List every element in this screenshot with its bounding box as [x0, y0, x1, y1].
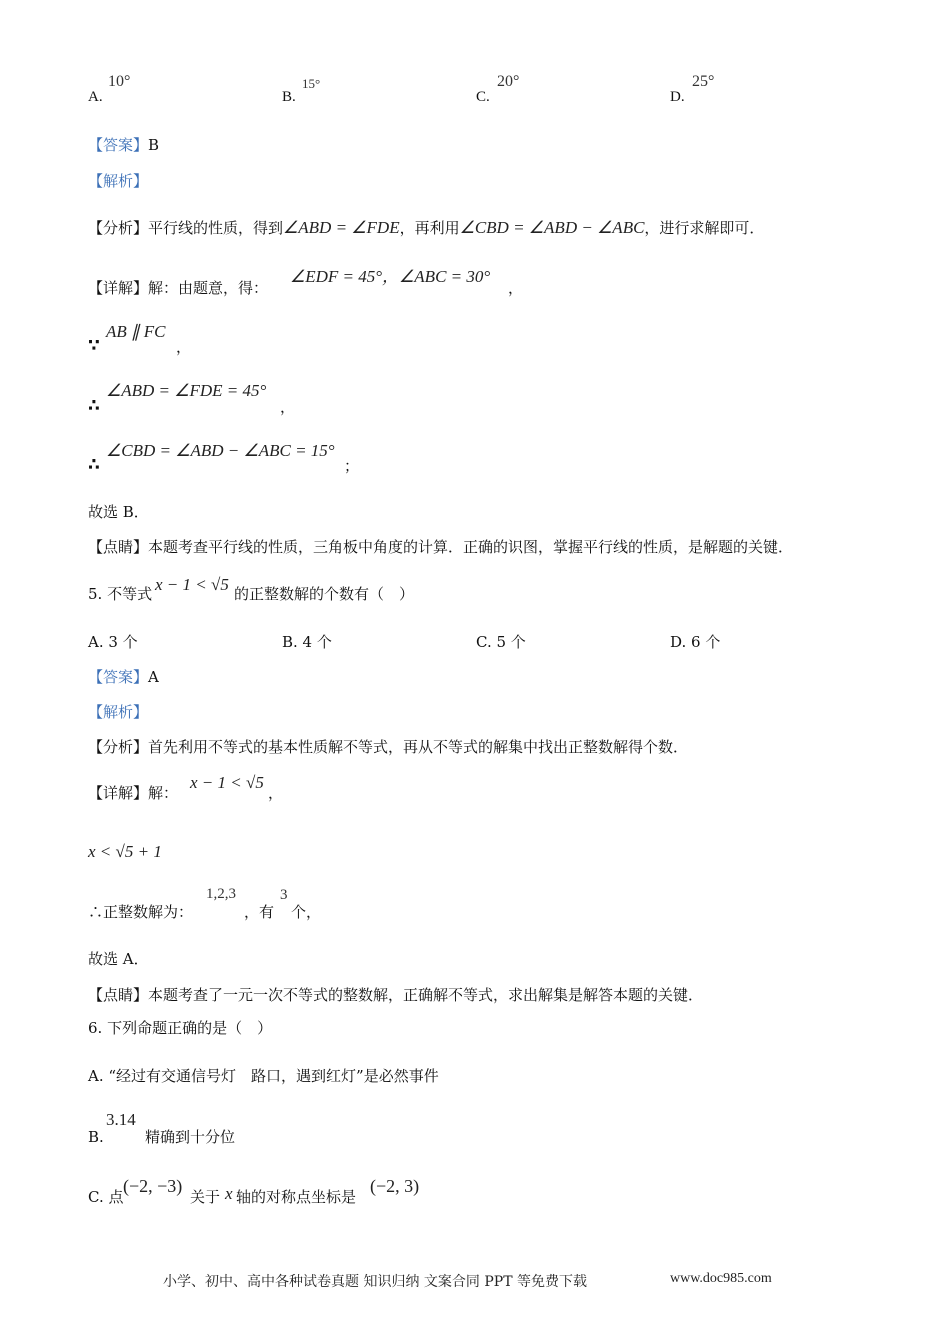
- option-a-label: A.: [88, 89, 103, 105]
- q6-option-c-result: (−2, 3): [370, 1176, 420, 1196]
- option-d-value: 25°: [692, 73, 715, 90]
- q6-stem: 6. 下列命题正确的是（ ）: [88, 1019, 273, 1037]
- q5-option-b: B. 4 个: [282, 633, 332, 651]
- detail-text: 解：由题意，得：: [148, 279, 269, 297]
- option-d-label: D.: [670, 89, 685, 105]
- q6-option-c-text-3: 轴的对称点坐标是: [236, 1188, 357, 1206]
- q5-step2-text-2: ，有: [244, 903, 275, 921]
- analysis-text-1: 平行线的性质，得到: [148, 219, 284, 237]
- q5-stem-2: 的正整数解的个数有（ ）: [234, 585, 415, 603]
- q5-answer-value: A: [148, 668, 159, 686]
- q6-option-c-text-2: 关于: [190, 1188, 221, 1206]
- step2-punct: ，: [280, 398, 296, 416]
- q5-answer-line: [88, 667, 159, 687]
- q5-detail-formula: x − 1 < √5: [190, 773, 264, 792]
- q5-step1-formula: x < √5 + 1: [88, 842, 162, 861]
- answer-line: [88, 135, 159, 155]
- analysis-formula-1: ∠ABD = ∠FDE: [283, 218, 400, 237]
- q5-stem-formula: x − 1 < √5: [155, 575, 229, 594]
- comment-label: 【点睛】: [88, 538, 149, 556]
- step1-formula: AB ∥ FC: [106, 322, 166, 341]
- q5-option-c: C. 5 个: [476, 633, 526, 651]
- footer-link[interactable]: www.doc985.com: [670, 1271, 772, 1286]
- option-a-value: 10°: [108, 73, 131, 90]
- q5-analysis-line: [88, 737, 688, 757]
- q5-detail-label: 【详解】: [88, 784, 149, 802]
- option-c-value: 20°: [497, 73, 520, 90]
- therefore-symbol: ∴: [88, 455, 100, 475]
- step3-formula: ∠CBD = ∠ABD − ∠ABC = 15°: [106, 441, 335, 460]
- q5-analysis-text: 首先利用不等式的基本性质解不等式，再从不等式的解集中找出正整数解得个数．: [148, 738, 689, 756]
- analysis-line: [88, 218, 764, 238]
- detail-label: 【详解】: [88, 279, 149, 297]
- comment-text: 本题考查平行线的性质，三角板中角度的计算．正确的识图，掌握平行线的性质，是解题的关键．: [148, 538, 794, 556]
- q5-option-a: A. 3 个: [88, 633, 138, 651]
- q5-answer-tag: 【答案】: [88, 668, 149, 686]
- option-b-value: 15°: [302, 76, 321, 91]
- therefore-symbol: ∴: [88, 396, 100, 416]
- q5-detail-line: [88, 783, 178, 803]
- detail-label-line: [88, 278, 268, 298]
- q6-option-c-axis: x: [225, 1184, 233, 1203]
- step2-formula: ∠ABD = ∠FDE = 45°: [106, 381, 267, 400]
- option-b-label: B.: [282, 89, 296, 105]
- q6-option-b-text: 精确到十分位: [145, 1128, 236, 1146]
- step1-punct: ，: [176, 338, 192, 356]
- answer-value: B: [148, 136, 160, 154]
- analysis-formula-2: ∠CBD = ∠ABD − ∠ABC: [459, 218, 645, 237]
- because-symbol: ∵: [88, 336, 100, 356]
- choose-line: 故选 B．: [88, 503, 149, 521]
- q5-stem-1: 5. 不等式: [88, 585, 153, 603]
- analysis-text-3: ，进行求解即可．: [644, 219, 765, 237]
- q5-detail-text: 解：: [148, 784, 179, 802]
- q6-option-b-label: B.: [88, 1128, 104, 1146]
- q5-step2-formula: 1,2,3: [206, 886, 236, 902]
- detail-comma: ，: [508, 279, 524, 297]
- comment-line: [88, 537, 793, 557]
- q5-step2-text-3: 个，: [291, 903, 322, 921]
- q5-comment-label: 【点睛】: [88, 986, 149, 1004]
- q5-step2-count: 3: [280, 887, 288, 903]
- q5-detail-comma: ，: [268, 784, 284, 802]
- q6-option-c-text-1: C. 点: [88, 1188, 124, 1206]
- q6-option-a: A. “经过有交通信号灯 路口，遇到红灯”是必然事件: [88, 1067, 439, 1085]
- step3-punct: ；: [344, 457, 360, 475]
- q5-comment-line: [88, 985, 703, 1005]
- option-c-label: C.: [476, 89, 490, 105]
- q5-choose-line: 故选 A．: [88, 950, 149, 968]
- q5-option-d: D. 6 个: [670, 633, 721, 651]
- analysis-tag: 【解析】: [88, 172, 149, 190]
- q5-step2-text-1: ∴正整数解为：: [88, 903, 194, 921]
- q6-option-c-point: (−2, −3): [123, 1176, 183, 1196]
- detail-formula: ∠EDF = 45°，∠ABC = 30°: [290, 267, 491, 286]
- analysis-text-2: ，再利用: [399, 219, 460, 237]
- footer-text: 小学、初中、高中各种试卷真题 知识归纳 文案合同 PPT 等免费下载: [163, 1274, 587, 1290]
- q6-option-b-value: 3.14: [106, 1110, 136, 1129]
- q5-analysis-tag: 【解析】: [88, 703, 149, 721]
- q5-comment-text: 本题考查了一元一次不等式的整数解，正确解不等式，求出解集是解答本题的关键．: [148, 986, 704, 1004]
- analysis-label: 【分析】: [88, 219, 149, 237]
- q5-analysis-label: 【分析】: [88, 738, 149, 756]
- answer-tag: 【答案】: [88, 136, 149, 154]
